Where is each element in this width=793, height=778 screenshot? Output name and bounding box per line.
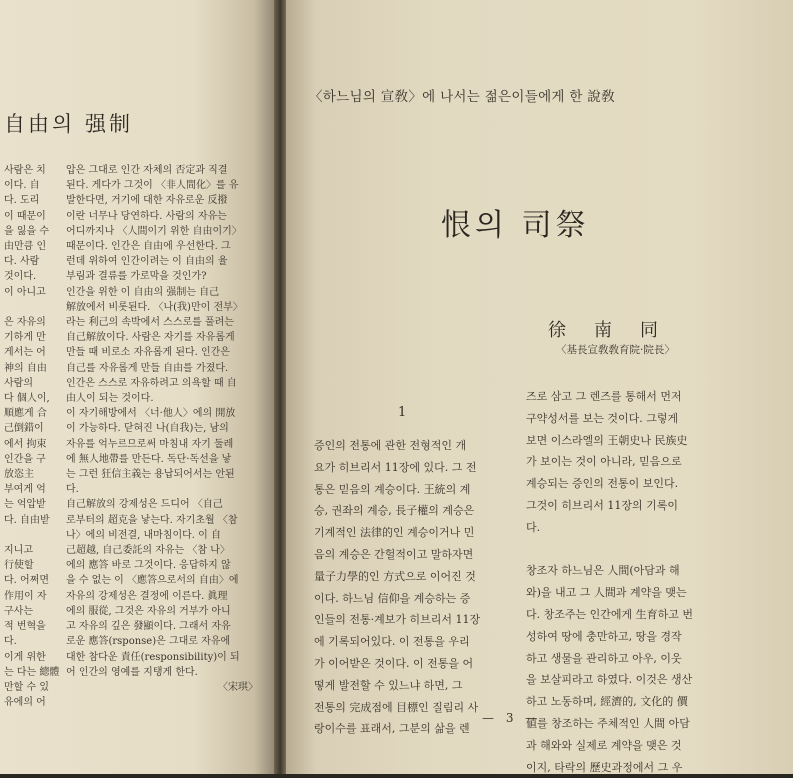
text-line: 하고 노동하며, 經濟的, 文化的 價: [526, 695, 688, 709]
text-line: 이지, 타락의 歷史과정에서 그 우: [526, 760, 683, 774]
text-line: 放恣主: [4, 469, 34, 481]
text-line: 이 가능하다. 닫혀진 나(自我)는, 남의: [66, 423, 229, 435]
text-line: 는 억압받: [4, 499, 46, 511]
text-line: 인간을 구: [4, 453, 46, 465]
text-line: 계승되는 증인의 전통이 보인다.: [526, 477, 679, 491]
text-line: [4, 300, 48, 315]
text-line: 것이다.: [4, 271, 37, 283]
text-line: 다.: [526, 520, 541, 534]
text-line: 만들 때 비로소 자유롭게 된다. 인간은: [66, 347, 230, 359]
text-line: 사람은 치: [4, 165, 46, 176]
text-line: 다. 사람: [4, 256, 40, 268]
text-line: 요가 히브리서 11장에 있다. 그 전: [314, 460, 477, 474]
text-line: 이다. 自: [4, 180, 40, 192]
text-line: 성하여 땅에 충만하고, 땅을 경작: [526, 629, 682, 643]
text-line: 로운 應答(rsponse)은 그대로 자유에: [66, 636, 231, 648]
text-line: 그것이 히브리서 11장의 기록이: [526, 498, 678, 512]
text-line: 인간은 스스로 자유하려고 의욕할 때 自: [66, 377, 237, 389]
text-line: 인들의 전통·계보가 히브리서 11장: [314, 613, 481, 627]
page-number: — 3 —: [482, 711, 542, 725]
text-line: 値를 창조하는 주체적인 人間 아담: [526, 716, 690, 730]
author-signature: 〈宋琪〉: [218, 681, 258, 693]
text-line: 하고 생물을 관리하고 아우, 이웃: [526, 651, 682, 665]
text-line: 이 때문이: [4, 210, 46, 222]
body-column-b: [526, 386, 741, 778]
text-line: 와)을 내고 그 人間과 계약을 맺는: [526, 586, 687, 600]
text-line: 을 보살피라고 하였다. 이것은 생산: [526, 673, 693, 687]
text-line: 음의 계승은 간헐적이고 말하자면: [314, 547, 474, 561]
text-line: 기하게 만: [4, 332, 46, 344]
text-line: 증인의 전통에 관한 전형적인 개: [314, 439, 467, 452]
text-line: 다. 自由받: [4, 514, 50, 526]
text-line: 은 자유의: [4, 317, 46, 329]
text-line: 이 자기해방에서 〈너·他人〉에의 開放: [66, 408, 236, 420]
section-number: 1: [398, 405, 407, 420]
text-line: 라는 利己의 속박에서 스스로를 풀려는: [66, 317, 234, 329]
author-affiliation: 〈基長宣敎敎育院·院長〉: [556, 344, 675, 356]
text-line: 이 아니고: [4, 286, 46, 298]
right-page: [286, 0, 793, 774]
author-name: 徐南同: [548, 320, 686, 341]
text-line: 자유를 억누르므로써 마침내 자기 둘레: [66, 438, 234, 450]
text-line: 자유의 강제성은 결정에 이른다. 眞理: [66, 590, 228, 602]
text-line: 로부터의 超克을 낳는다. 자기초월 〈참: [66, 514, 238, 526]
text-line: 때문이다. 인간은 自由에 우선한다. 그: [66, 241, 231, 253]
text-line: 떻게 발전할 수 있느냐 하면, 그: [314, 678, 463, 692]
text-line: 다. 창조주는 인간에게 生育하고 번: [526, 607, 693, 621]
text-line: 승, 권좌의 계승, 長子權의 계승은: [314, 504, 475, 518]
text-line: 自己解放의 강제성은 드디어 〈自己: [66, 499, 223, 511]
text-line: 作用이 자: [4, 590, 47, 602]
text-line: 이란 너무나 당연하다. 사람의 자유는: [66, 210, 227, 222]
text-line: 된다. 게다가 그것이 〈非人間化〉를 유: [66, 180, 239, 192]
text-line: [4, 528, 48, 543]
text-line: 을 잃을 수: [4, 225, 49, 237]
text-line: 由人이 되는 것이다.: [66, 393, 154, 405]
text-line: 전통의 完成점에 目標인 질림리 사: [314, 700, 479, 714]
text-line: 랑이수를 표래서, 그분의 삶을 렌: [314, 722, 470, 736]
text-line: 에의 服從, 그것은 자유의 거부가 아니: [66, 605, 231, 617]
text-line: 지니고: [4, 545, 33, 557]
text-line: 유에의 어: [4, 697, 46, 709]
text-line: 自己를 자유롭게 만들 自由를 가졌다.: [66, 362, 229, 374]
text-line: 量子力學的인 方式으로 이어진 것: [314, 569, 476, 583]
text-line: 己倒錯이: [4, 423, 44, 435]
text-line: 부여게 억: [4, 484, 46, 496]
text-line: 神의 自由: [4, 362, 47, 374]
text-line: 즈로 삼고 그 렌즈를 통해서 먼저: [526, 390, 682, 403]
text-line: [526, 539, 741, 561]
text-line: 다. 어쩌면: [4, 575, 49, 587]
text-line: 에 無人地帶를 만든다. 독단·독선을 낳: [66, 453, 232, 465]
text-line: 다.: [4, 636, 17, 648]
text-line: 고 자유의 깊은 發顯이다. 그래서 자유: [66, 621, 231, 633]
body-column-a: [314, 435, 526, 740]
text-line: 발한다면, 거기에 대한 자유로운 反撥: [66, 195, 228, 207]
text-line: 가 보이는 것이 아니라, 믿음으로: [526, 455, 682, 469]
text-line: 가 이어받은 것이다. 이 전통을 어: [314, 656, 474, 670]
text-line: 다. 도리: [4, 195, 40, 207]
text-line: 는 그런 狂信主義는 용납되어서는 안된: [66, 469, 235, 481]
text-line: 由만큼 인: [4, 241, 47, 253]
text-line: 나〉에의 비전결, 내마침이다. 이 自: [66, 529, 221, 541]
text-line: 구사는: [4, 605, 33, 617]
text-line: 는 다는 總體: [4, 666, 60, 678]
text-line: 에 기록되어있다. 이 전통을 우리: [314, 635, 470, 649]
text-line: 다.: [66, 484, 79, 496]
text-line: 통은 믿음의 계승이다. 王統의 계: [314, 482, 471, 496]
text-line: 에서 拘束: [4, 438, 47, 450]
sermon-header: 〈하느님의 宣敎〉에 나서는 젊은이들에게 한 說敎: [309, 89, 615, 105]
text-line: 다 個人이,: [4, 393, 50, 405]
article-title: 恨의 司祭: [441, 208, 590, 243]
text-line: 부림과 결류를 가로막을 것인가?: [66, 271, 207, 283]
text-line: 사람의: [4, 377, 33, 389]
text-line: 이게 위한: [4, 651, 46, 663]
text-line: 을 수 없는 이 〈應答으로서의 自由〉에: [66, 575, 239, 587]
text-line: 己超越, 自己委託의 자유는 〈참 나〉: [66, 545, 230, 557]
left-page-title: 自由의 强制: [4, 112, 133, 136]
left-page: [0, 0, 276, 774]
text-line: 解放에서 비롯된다. 〈나(我)만이 전부〉: [66, 301, 243, 313]
text-line: 기계적인 法律的인 계승이거나 민: [314, 526, 475, 540]
text-line: 게서는 어: [4, 347, 46, 359]
text-line: 창조자 하느님은 人間(아담과 해: [526, 564, 680, 578]
text-line: 自己解放이다. 사람은 자기를 자유롭게: [66, 332, 235, 344]
left-column-b: [66, 163, 266, 695]
text-line: 대한 참다운 責任(responsibility)이 되: [66, 651, 240, 663]
text-line: 보면 이스라엘의 王朝史나 民族史: [526, 433, 688, 447]
text-line: 런데 위하여 인간이려는 이 自由의 율: [66, 256, 228, 268]
text-line: 인간을 위한 이 自由의 强制는 自己: [66, 286, 220, 298]
text-line: 과 해와와 실제로 계약을 맺은 것: [526, 738, 682, 752]
text-line: 만할 수 있: [4, 681, 49, 693]
left-column-a: [4, 163, 60, 710]
text-line: 압은 그대로 인간 자체의 否定과 직결: [66, 165, 228, 176]
text-line: 어디까지나 〈人間이기 위한 自由이기〉: [66, 225, 242, 237]
text-line: 行使할: [4, 560, 34, 572]
text-line: 에의 應答 바로 그것이다. 응답하지 않: [66, 560, 231, 572]
text-line: 이다. 하느님 信仰을 계승하는 증: [314, 591, 471, 605]
text-line: 적 번혁을: [4, 621, 46, 633]
text-line: 어 인간의 영예를 지탱게 한다.: [66, 666, 198, 678]
text-line: 順應게 合: [4, 408, 47, 420]
text-line: 구약성서를 보는 것이다. 그렇게: [526, 411, 679, 425]
